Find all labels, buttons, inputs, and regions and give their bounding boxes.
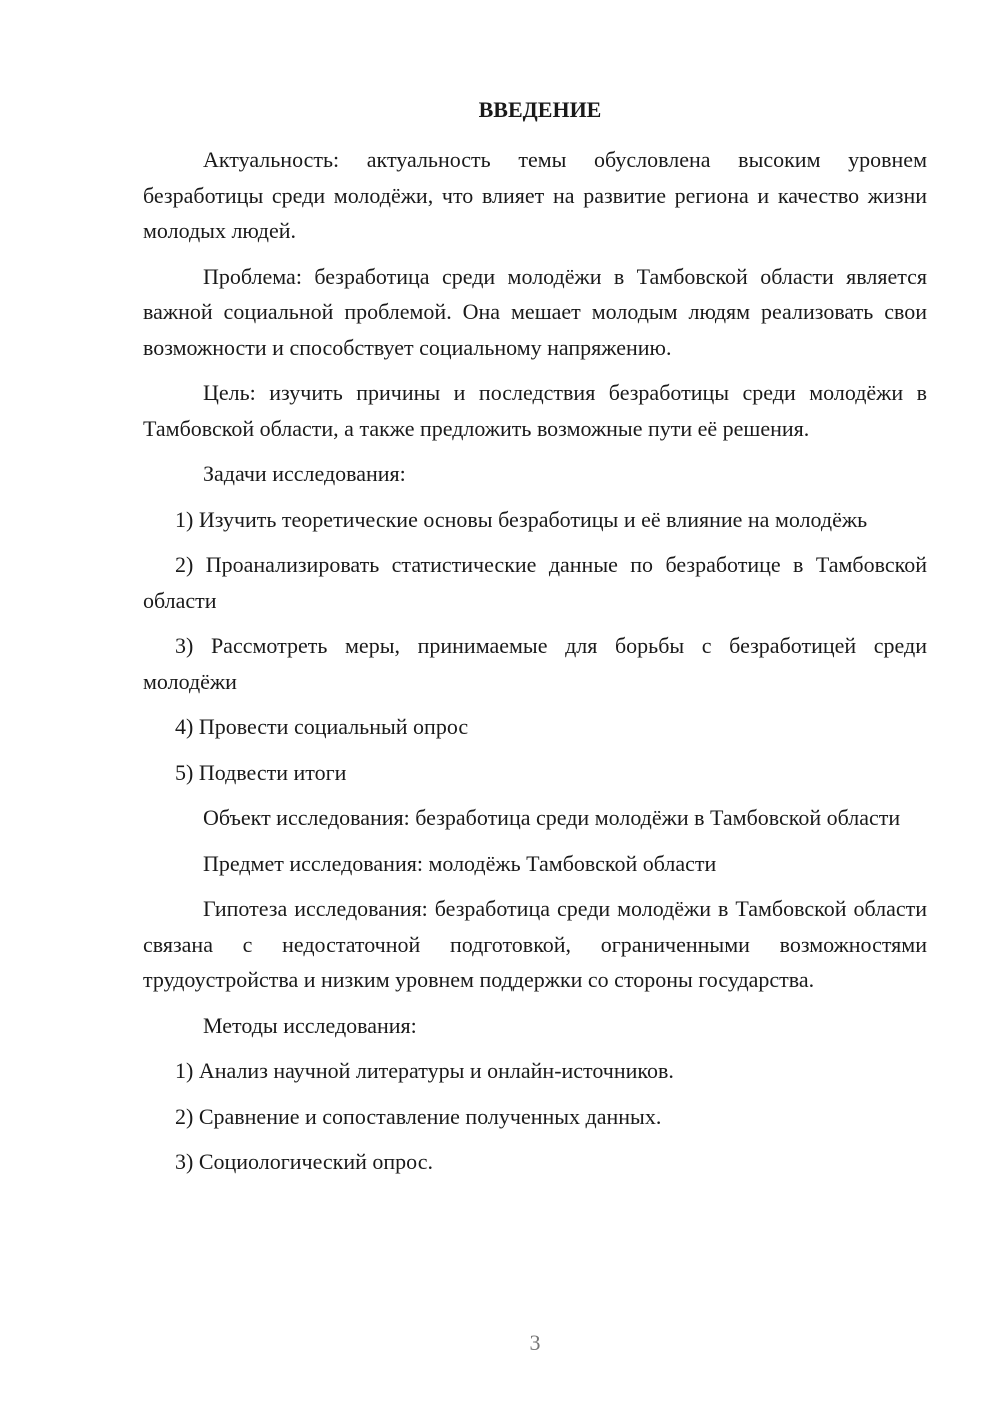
subject-paragraph: Предмет исследования: молодёжь Тамбовской области	[203, 850, 717, 876]
method-item: 3) Социологический опрос.	[175, 1149, 433, 1174]
task-item: 4) Провести социальный опрос	[175, 714, 469, 739]
goal-paragraph: Цель: изучить причины и последствия безработицы среди молодёжи в Тамбовской области, а также предложить возможные пути её решения.	[143, 380, 927, 441]
section-title: ВВЕДЕНИЕ	[478, 97, 602, 122]
document-page	[143, 92, 927, 1190]
object-paragraph: Объект исследования: безработица среди молодёжи в Тамбовской области	[203, 805, 901, 830]
method-item: 2) Сравнение и сопоставление полученных данных.	[175, 1103, 662, 1129]
tasks-heading: Задачи исследования:	[203, 461, 406, 486]
task-item: 2) Проанализировать статистические данные по безработице в Тамбовской области	[143, 552, 927, 613]
page-number: 3	[529, 1330, 541, 1355]
task-item: 1) Изучить теоретические основы безработицы и её влияние на молодёжь	[175, 506, 868, 532]
task-item: 3) Рассмотреть меры, принимаемые для борьбы с безработицей среди молодёжи	[143, 633, 927, 694]
task-item: 5) Подвести итоги	[175, 759, 347, 785]
relevance-paragraph: Актуальность: актуальность темы обусловлена высоким уровнем безработицы среди молодёжи, что влияет на развитие региона и качество жизни молодых людей.	[143, 147, 927, 243]
hypothesis-paragraph: Гипотеза исследования: безработица среди молодёжи в Тамбовской области связана с недостаточной подготовкой, ограниченными возможностями трудоустройства и низким уровнем поддержки со стороны государства.	[143, 896, 927, 992]
problem-paragraph: Проблема: безработица среди молодёжи в Тамбовской области является важной социальной проблемой. Она мешает молодым людям реализовать свои возможности и способствует социальному напряжению.	[143, 263, 927, 360]
methods-heading: Методы исследования:	[203, 1012, 417, 1038]
method-item: 1) Анализ научной литературы и онлайн-источников.	[175, 1058, 674, 1083]
